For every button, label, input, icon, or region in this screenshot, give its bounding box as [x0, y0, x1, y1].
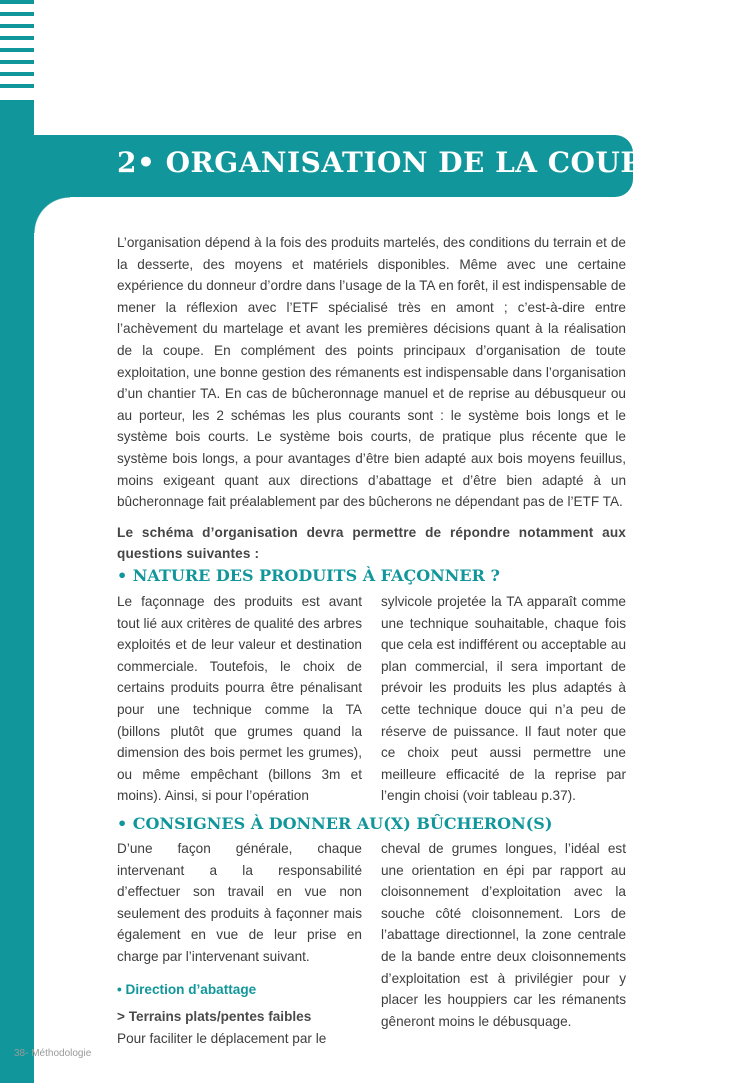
- section-heading-nature-produits: • NATURE DES PRODUITS À FAÇONNER ?: [117, 566, 500, 585]
- page-title: 2• ORGANISATION DE LA COUPE: [117, 146, 664, 179]
- intro-section: [117, 232, 626, 565]
- section2-left-text: D’une façon générale, chaque intervenant a la responsabilité d’effectuer son travail en vue non seulement des produits à façonner mais également en vue de leur prise en charge par l’intervenant suivant.: [117, 841, 362, 964]
- section1-left-column: [117, 591, 362, 807]
- decorative-stripe: [0, 48, 34, 52]
- decorative-stripe: [0, 12, 34, 16]
- intro-question: Le schéma d’organisation devra permettre de répondre notamment aux questions suivantes :: [117, 524, 626, 562]
- subheading-direction-abattage: • Direction d’abattage: [117, 981, 257, 997]
- section2-right-text: cheval de grumes longues, l’idéal est une orientation en épi par rapport au cloisonnement d’exploitation avec la souche côté cloisonnement. Lors de l’abattage directionnel, la zone centrale de la bande entre deux cloisonnements d’exploitation est à privilégier pour y placer les houppiers car les rémanents gêneront moins le débusquage.: [381, 841, 626, 1029]
- section2-right-column: [381, 838, 626, 1032]
- section2-left-end-text: Pour faciliter le déplacement par le: [117, 1030, 327, 1046]
- decorative-stripe: [0, 24, 34, 28]
- page-footer: 38- Méthodologie: [14, 1048, 92, 1059]
- decorative-stripe: [0, 36, 34, 40]
- decorative-stripe: [0, 60, 34, 64]
- intro-paragraph: L’organisation dépend à la fois des produits martelés, des conditions du terrain et de la desserte, des moyens et matériels disponibles. Même avec une certaine expérience du donneur d’ordre dans l’usage de la TA en forêt, il est indispensable de mener la réflexion avec l’ETF spécialisé très en amont ; c’est-à-dire entre l’achèvement du martelage et avant les premières décisions quant à la réalisation de la coupe. En complément des points principaux d’organisation de toute exploitation, une bonne gestion des rémanents est indispensable dans l’organisation d’un chantier TA. En cas de bûcheronnage manuel et de reprise au débusqueur ou au porteur, les 2 schémas les plus courants sont : le système bois longs et le système bois courts. Le système bois courts, de pratique plus récente que le système bois longs, a pour avantages d’être bien adapté aux bois moyens feuillus, moins exigeant quant aux directions d’abattage et d’être bien adapté à un bûcheronnage fait préalablement par des bûcherons ne dépendant pas de l’ETF TA.: [117, 235, 626, 510]
- section1-left-text: Le façonnage des produits est avant tout lié aux critères de qualité des arbres exploités et de leur valeur et destination commerciale. Toutefois, le choix de certains produits pourra être pénalisant pour une technique comme la TA (billons plutôt que grumes quand la dimension des bois permet les grumes), ou même empêchant (billons 3m et moins). Ainsi, si pour l’opération: [117, 594, 362, 804]
- section1-right-text: sylvicole projetée la TA apparaît comme une technique souhaitable, chaque fois que cela est indifférent ou acceptable au plan commercial, il sera important de prévoir les produits les plus adaptés à cette technique douce qui n’a peu de réserve de puissance. Il faut noter que ce choix peut aussi permettre une meilleure efficacité de la reprise par l’engin choisi (voir tableau p.37).: [381, 594, 626, 804]
- decorative-stripe: [0, 0, 34, 4]
- subsubheading-terrains-plats: > Terrains plats/pentes faibles: [117, 1009, 312, 1025]
- sidebar-band: [0, 100, 34, 1083]
- section2-left-column: [117, 838, 362, 1049]
- title-banner-notch: [34, 197, 70, 233]
- section1-right-column: [381, 591, 626, 807]
- decorative-stripe: [0, 72, 34, 76]
- decorative-stripe: [0, 84, 34, 88]
- section-heading-consignes: • CONSIGNES À DONNER AU(X) BÛCHERON(S): [117, 814, 553, 833]
